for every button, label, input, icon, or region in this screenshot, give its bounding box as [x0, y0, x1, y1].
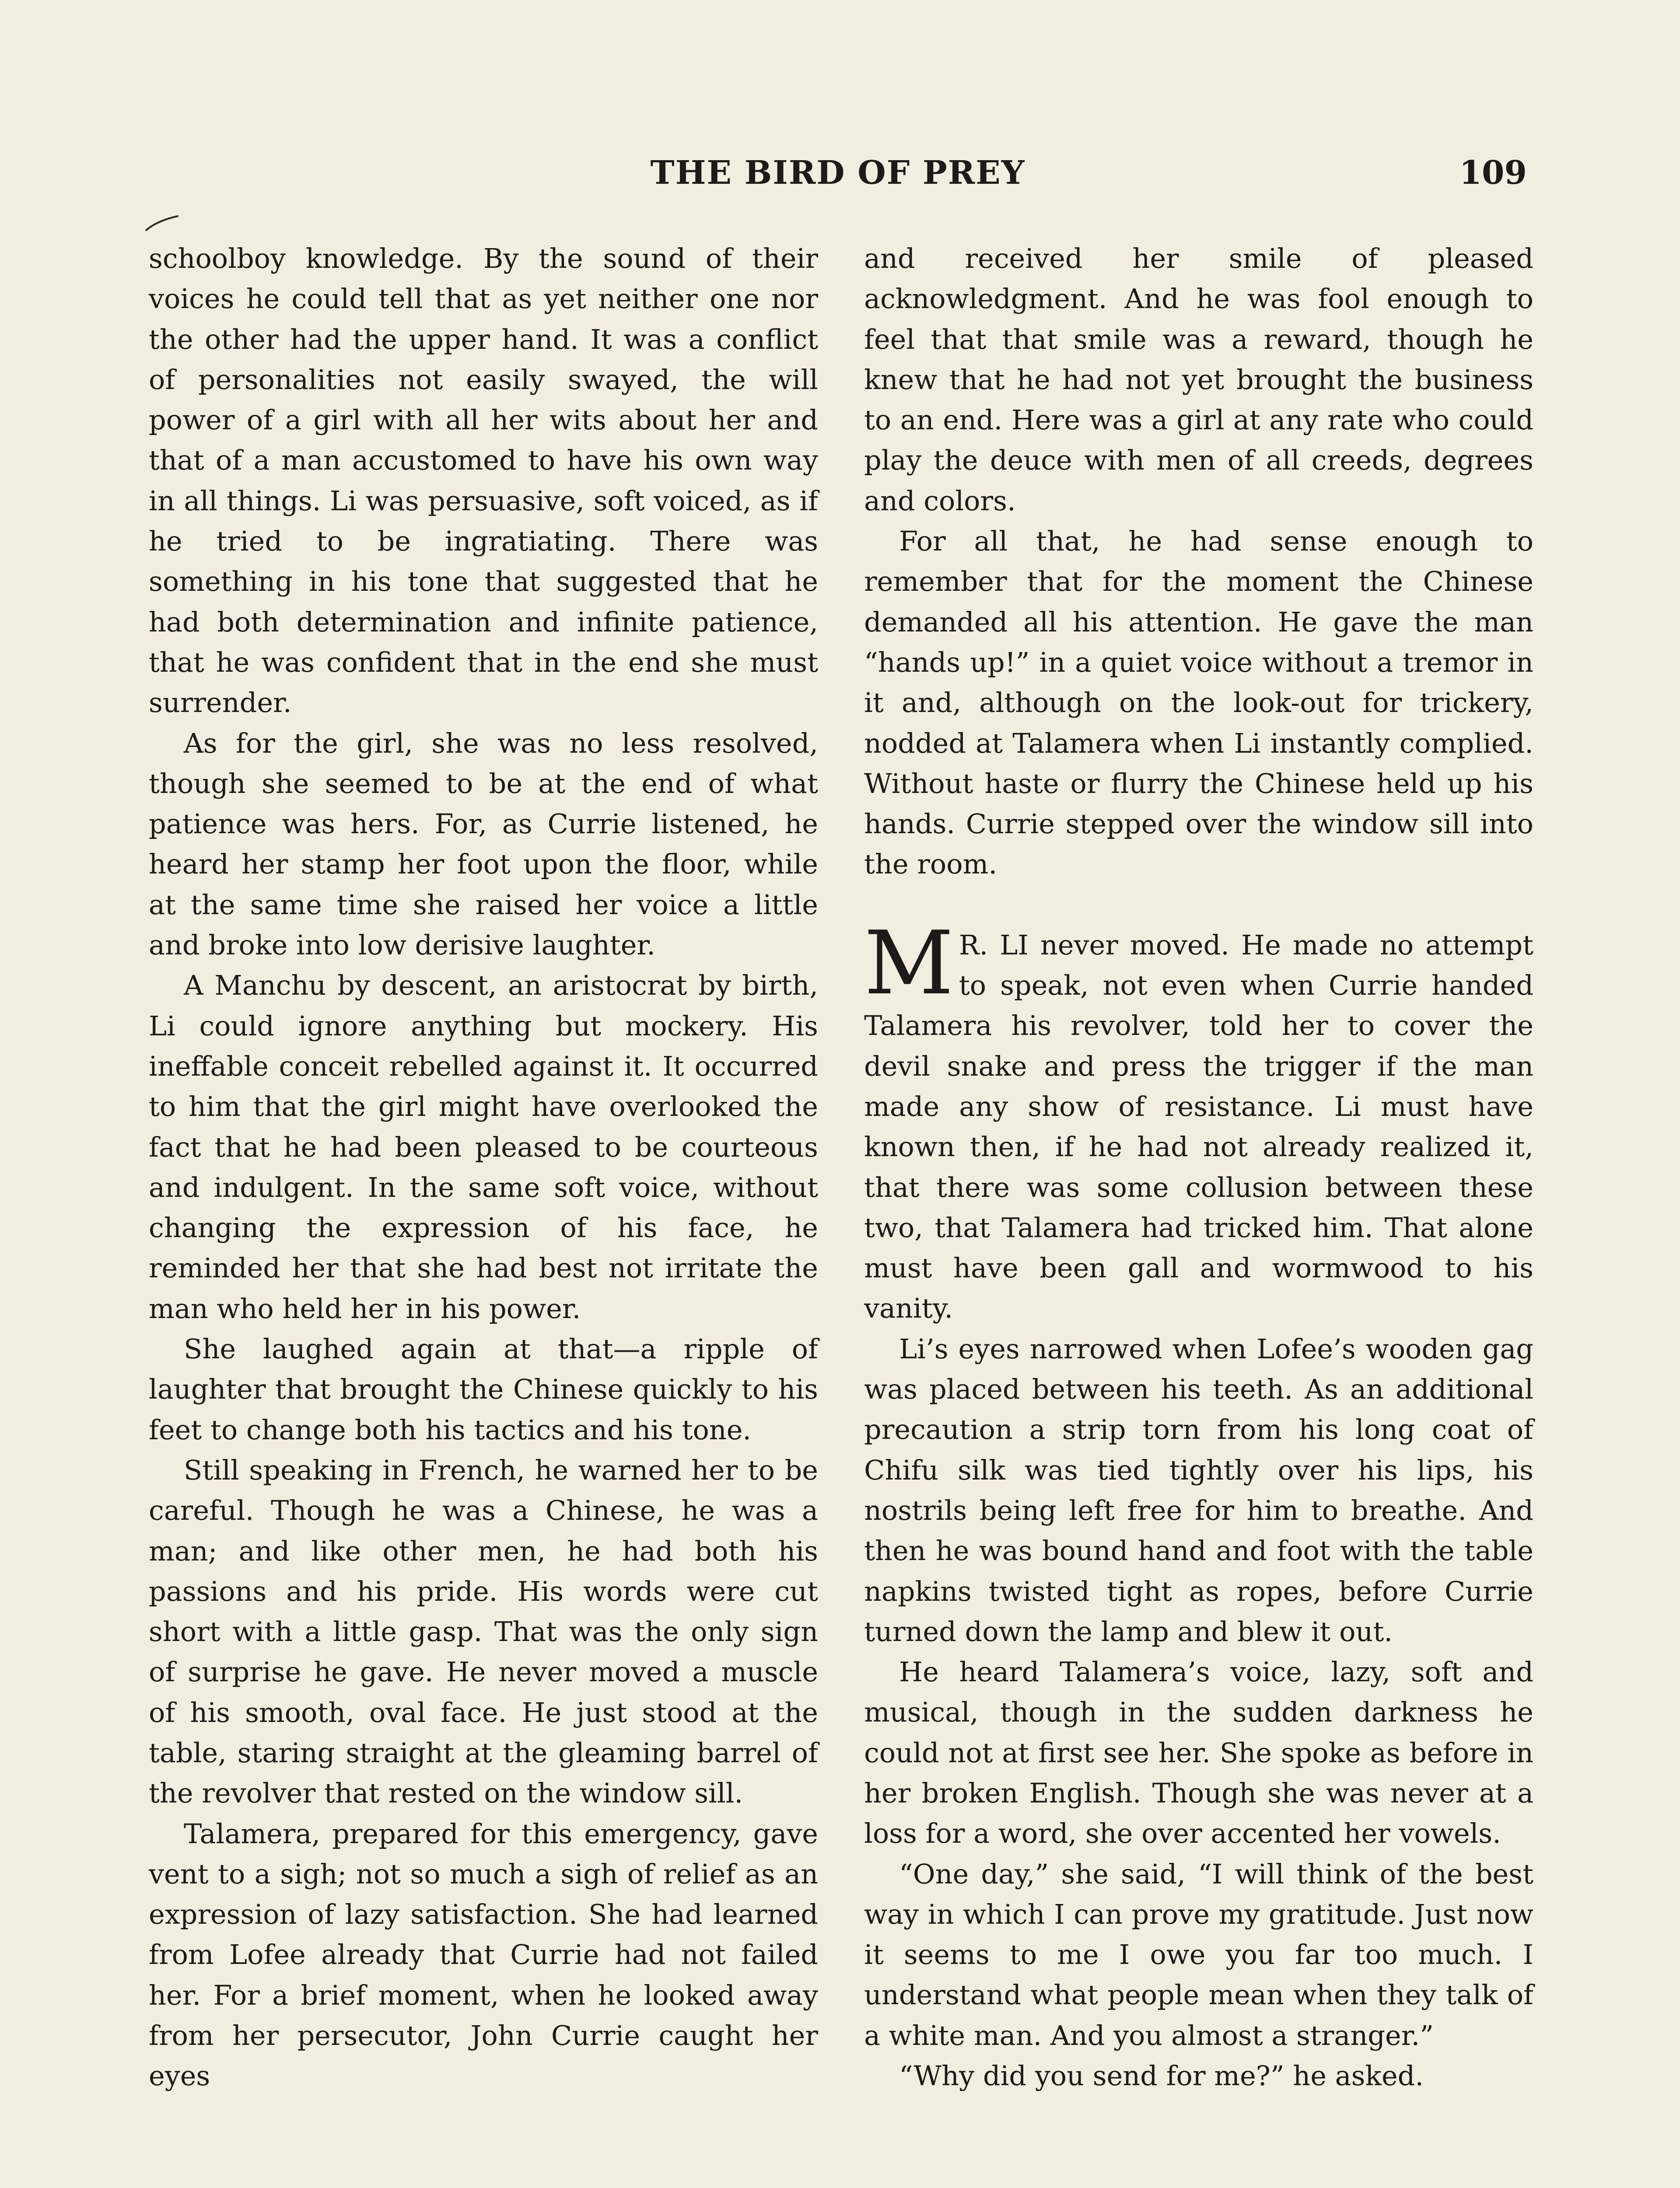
- paragraph: schoolboy knowledge. By the sound of their voices he could tell that as yet neither one nor the other had the upper hand. It was a conflict of personalities not easily swayed, the will power of a girl with all her wits about her and that of a man accustomed to have his own way in all things. Li was persuasive, soft voiced, as if he tried to be ingratiating. There was something in his tone that suggested that he had both determination and infinite patience, that he was confident that in the end she must surrender.: [149, 242, 818, 719]
- paragraph: Still speaking in French, he warned her to be careful. Though he was a Chinese, he was a man; and like other men, he had both his passions and his pride. His words were cut short with a little gasp. That was the only sign of surprise he gave. He never moved a muscle of his smooth, oval face. He just stood at the table, staring straight at the gleaming barrel of the revolver that rested on the window sill.: [149, 1454, 818, 1809]
- paragraph: “One day,” she said, “I will think of the best way in which I can prove my gratitude. Just now it seems to me I owe you far too much. I understand what people mean when they talk of a white man. And you almost a stranger.”: [864, 1858, 1533, 2051]
- right-column: [864, 238, 1533, 2096]
- running-title: THE BIRD OF PREY: [650, 154, 1026, 192]
- drop-cap-lead: R.: [959, 929, 988, 961]
- paragraph: A Manchu by descent, an aristocrat by birth, Li could ignore anything but mockery. His ineffable conceit rebelled against it. It occurred to him that the girl might have overlooked the fact that he had been pleased to be courteous and indulgent. In the same soft voice, without changing the expression of his face, he reminded her that she had best not irritate the man who held her in his power.: [149, 969, 818, 1325]
- paragraph: For all that, he had sense enough to remember that for the moment the Chinese demanded all his attention. He gave the man “hands up!” in a quiet voice without a tremor in it and, although on the look-out for trickery, nodded at Talamera when Li instantly complied. Without haste or flurry the Chinese held up his hands. Currie stepped over the window sill into the room.: [864, 525, 1533, 880]
- page-header: [149, 149, 1527, 197]
- paragraph: Li’s eyes narrowed when Lofee’s wooden gag was placed between his teeth. As an additional precaution a strip torn from his long coat of Chifu silk was tied tightly over his lips, his nostrils being left free for him to breathe. And then he was bound hand and foot with the table napkins twisted tight as ropes, before Currie turned down the lamp and blew it out.: [864, 1332, 1533, 1648]
- drop-cap-paragraph: [864, 912, 1533, 1329]
- paragraph: She laughed again at that—a ripple of laughter that brought the Chinese quickly to his feet to change both his tactics and his tone.: [149, 1333, 818, 1446]
- left-column: [149, 238, 818, 2097]
- drop-cap-text: LI never moved. He made no attempt to speak, not even when Currie handed Talamera his revolver, told her to cover the devil snake and press the trigger if the man made any show of resistance. Li must have known then, if he had not already realized it, that there was some collusion between these two, that Talamera had tricked him. That alone must have been gall and wormwood to his vanity.: [864, 929, 1533, 1325]
- paragraph: “Why did you send for me?” he asked.: [899, 2060, 1424, 2092]
- drop-cap: M: [864, 912, 954, 1014]
- paragraph: Talamera, prepared for this emergency, gave vent to a sigh; not so much a sigh of relief as an expression of lazy satisfaction. She had learned from Lofee already that Currie had not failed her. For a brief moment, when he looked away from her persecutor, John Currie caught her eyes: [149, 1817, 818, 2092]
- paragraph: and received her smile of pleased acknowledgment. And he was fool enough to feel that that smile was a reward, though he knew that he had not yet brought the business to an end. Here was a girl at any rate who could play the deuce with men of all creeds, degrees and colors.: [864, 242, 1533, 517]
- section-break: [864, 885, 1533, 925]
- page-number: 109: [1459, 154, 1527, 192]
- paragraph: He heard Talamera’s voice, lazy, soft and musical, though in the sudden darkness he could not at first see her. She spoke as before in her broken English. Though she was never at a loss for a word, she over accented her vowels.: [864, 1656, 1533, 1850]
- pencil-mark-icon: [144, 214, 179, 232]
- paragraph: As for the girl, she was no less resolved, though she seemed to be at the end of what patience was hers. For, as Currie listened, he heard her stamp her foot upon the floor, while at the same time she raised her voice a little and broke into low derisive laughter.: [149, 727, 818, 961]
